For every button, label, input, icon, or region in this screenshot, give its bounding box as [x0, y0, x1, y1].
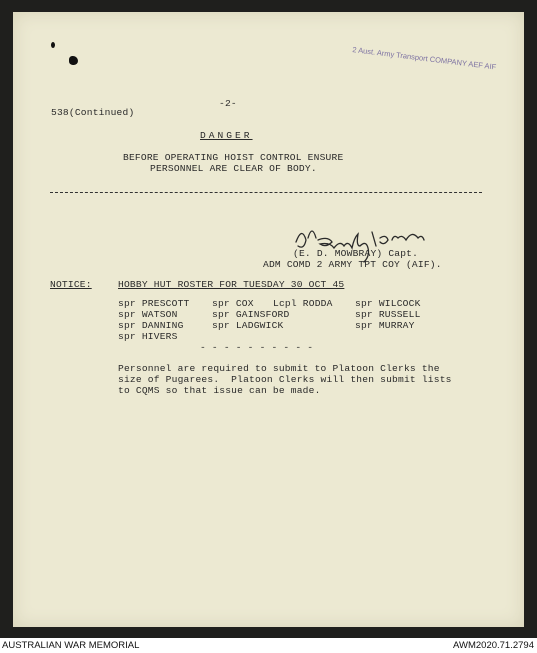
- notice-title: HOBBY HUT ROSTER FOR TUESDAY 30 OCT 45: [118, 279, 345, 290]
- divider-line: [50, 192, 482, 193]
- ink-blot: [69, 56, 78, 65]
- warning-line-2: PERSONNEL ARE CLEAR OF BODY.: [150, 163, 317, 174]
- roster-entry: spr PRESCOTT: [118, 298, 190, 309]
- danger-title: DANGER: [200, 130, 253, 141]
- roster-separator: - - - - - - - - - -: [200, 342, 314, 353]
- document-reference: 538(Continued): [51, 107, 135, 118]
- roster-entry: spr DANNING: [118, 320, 184, 331]
- roster-entry: Lcpl RODDA: [273, 298, 333, 309]
- page-number: -2-: [219, 98, 237, 109]
- footer-bar: [0, 638, 537, 653]
- roster-entry: spr WILCOCK: [355, 298, 421, 309]
- notice-label: NOTICE:: [50, 279, 92, 290]
- paragraph-line: to CQMS so that issue can be made.: [118, 385, 321, 396]
- roster-entry: spr HIVERS: [118, 331, 178, 342]
- roster-entry: spr GAINSFORD: [212, 309, 290, 320]
- signatory-unit: ADM COMD 2 ARMY TPT COY (AIF).: [263, 259, 442, 270]
- roster-entry: spr COX: [212, 298, 254, 309]
- roster-entry: spr LADGWICK: [212, 320, 284, 331]
- ink-blot: [51, 42, 55, 48]
- roster-entry: spr WATSON: [118, 309, 178, 320]
- signatory-name: (E. D. MOWBRAY) Capt.: [293, 248, 419, 259]
- warning-line-1: BEFORE OPERATING HOIST CONTROL ENSURE: [123, 152, 344, 163]
- signature-text: [296, 228, 397, 242]
- roster-entry: spr RUSSELL: [355, 309, 421, 320]
- paragraph-line: size of Pugarees. Platoon Clerks will then submit lists: [118, 374, 452, 385]
- paragraph-line: Personnel are required to submit to Platoon Clerks the: [118, 363, 440, 374]
- roster-entry: spr MURRAY: [355, 320, 415, 331]
- unit-stamp: 2 Aust. Army Transport COMPANY AEF AIF: [351, 45, 497, 72]
- footer-credit: AUSTRALIAN WAR MEMORIAL: [2, 640, 140, 651]
- footer-accession-number: AWM2020.71.2794: [453, 640, 534, 651]
